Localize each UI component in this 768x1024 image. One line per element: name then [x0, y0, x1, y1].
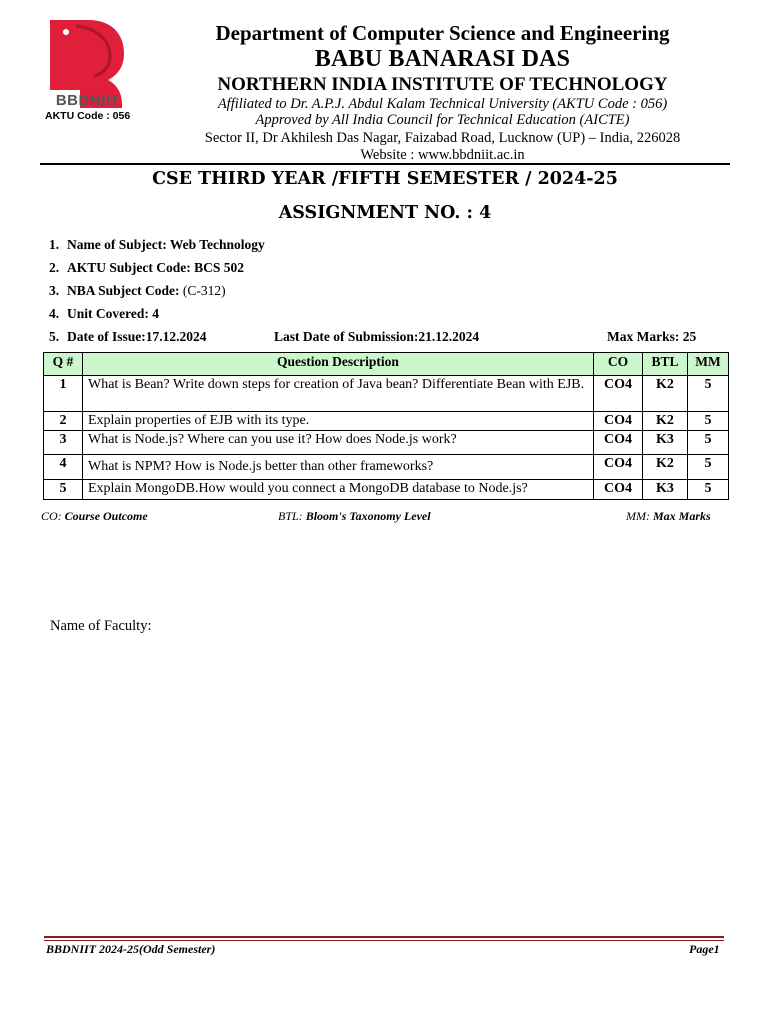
cell-btl: K2 — [643, 412, 688, 431]
semester-title: CSE THIRD YEAR /FIFTH SEMESTER / 2024-25 — [152, 169, 618, 189]
cell-co: CO4 — [594, 455, 643, 480]
header-divider — [40, 163, 730, 165]
cell-btl: K2 — [643, 455, 688, 480]
info-nba-code — [49, 283, 226, 299]
info-label: Date of Issue:17.12.2024 — [67, 329, 207, 344]
affiliation-line: Affiliated to Dr. A.P.J. Abdul Kalam Technical University (AKTU Code : 056) — [217, 96, 668, 112]
cell-q: 3 — [44, 431, 83, 455]
question-table — [43, 352, 729, 500]
info-issue-date — [49, 329, 207, 345]
table-row — [44, 455, 729, 480]
footer-semester: BBDNIIT 2024-25(Odd Semester) — [46, 942, 216, 956]
footer-divider-thin — [44, 940, 724, 941]
table-header-row — [44, 353, 729, 376]
cell-co: CO4 — [594, 480, 643, 500]
cell-desc: Explain MongoDB.How would you connect a MongoDB database to Node.js? — [83, 480, 594, 500]
cell-mm: 5 — [688, 480, 729, 500]
legend-text: Course Outcome — [64, 509, 148, 523]
footer-divider — [44, 936, 724, 938]
cell-desc: Explain properties of EJB with its type. — [83, 412, 594, 431]
table-row — [44, 412, 729, 431]
cell-desc: What is Node.js? Where can you use it? How does Node.js work? — [83, 431, 594, 455]
approval-line: Approved by All India Council for Technical Education (AICTE) — [255, 112, 630, 128]
legend-text: Bloom's Taxonomy Level — [305, 509, 431, 523]
last-submission-date: Last Date of Submission:21.12.2024 — [274, 329, 480, 344]
info-number: 1. — [49, 237, 60, 252]
legend-text: Max Marks — [653, 509, 711, 523]
faculty-name-label: Name of Faculty: — [50, 618, 152, 634]
col-header-mm: MM — [688, 353, 729, 376]
cell-mm: 5 — [688, 412, 729, 431]
address-line: Sector II, Dr Akhilesh Das Nagar, Faizabad Road, Lucknow (UP) – India, 226028 — [204, 130, 681, 146]
info-unit — [49, 306, 159, 322]
logo-wordmark: BBDNIIT — [55, 92, 121, 109]
cell-co: CO4 — [594, 376, 643, 412]
legend-abbr: BTL: — [278, 509, 303, 523]
cell-q: 5 — [44, 480, 83, 500]
cell-mm: 5 — [688, 455, 729, 480]
info-number: 5. — [49, 329, 60, 344]
department-title: Department of Computer Science and Engineering — [215, 21, 670, 45]
cell-btl: K3 — [643, 431, 688, 455]
max-marks: Max Marks: 25 — [607, 329, 697, 344]
legend-abbr: CO: — [41, 509, 62, 523]
table-row — [44, 480, 729, 500]
table-row — [44, 376, 729, 412]
cell-btl: K2 — [643, 376, 688, 412]
cell-q: 4 — [44, 455, 83, 480]
cell-co: CO4 — [594, 412, 643, 431]
cell-btl: K3 — [643, 480, 688, 500]
assignment-title: ASSIGNMENT NO. : 4 — [278, 203, 492, 223]
info-aktu-code — [49, 260, 244, 276]
info-label: AKTU Subject Code: BCS 502 — [67, 260, 245, 275]
college-name: BABU BANARASI DAS — [314, 46, 571, 72]
legend-mm — [626, 509, 711, 524]
cell-desc: What is Bean? Write down steps for creation of Java bean? Differentiate Bean with EJB. — [83, 376, 594, 412]
cell-mm: 5 — [688, 376, 729, 412]
info-label: Unit Covered: 4 — [67, 306, 159, 321]
aktu-code-label: AKTU Code : 056 — [45, 110, 131, 122]
info-label: NBA Subject Code: — [67, 283, 180, 298]
cell-q: 2 — [44, 412, 83, 431]
website-line: Website : www.bbdniit.ac.in — [360, 147, 525, 163]
legend-abbr: MM: — [626, 509, 650, 523]
footer-page-number: Page1 — [689, 942, 720, 956]
cell-co: CO4 — [594, 431, 643, 455]
institute-name: NORTHERN INDIA INSTITUTE OF TECHNOLOGY — [217, 74, 668, 95]
info-subject — [49, 237, 265, 253]
cell-q: 1 — [44, 376, 83, 412]
info-number: 3. — [49, 283, 60, 298]
info-number: 4. — [49, 306, 60, 321]
table-row — [44, 431, 729, 455]
cell-desc: What is NPM? How is Node.js better than other frameworks? — [83, 455, 594, 480]
cell-mm: 5 — [688, 431, 729, 455]
info-label: Name of Subject: Web Technology — [67, 237, 265, 252]
legend-co — [41, 509, 148, 524]
info-number: 2. — [49, 260, 60, 275]
col-header-desc: Question Description — [83, 353, 594, 376]
col-header-btl: BTL — [643, 353, 688, 376]
col-header-co: CO — [594, 353, 643, 376]
info-value: (C-312) — [179, 283, 226, 298]
legend-btl — [278, 509, 431, 524]
col-header-q: Q # — [44, 353, 83, 376]
